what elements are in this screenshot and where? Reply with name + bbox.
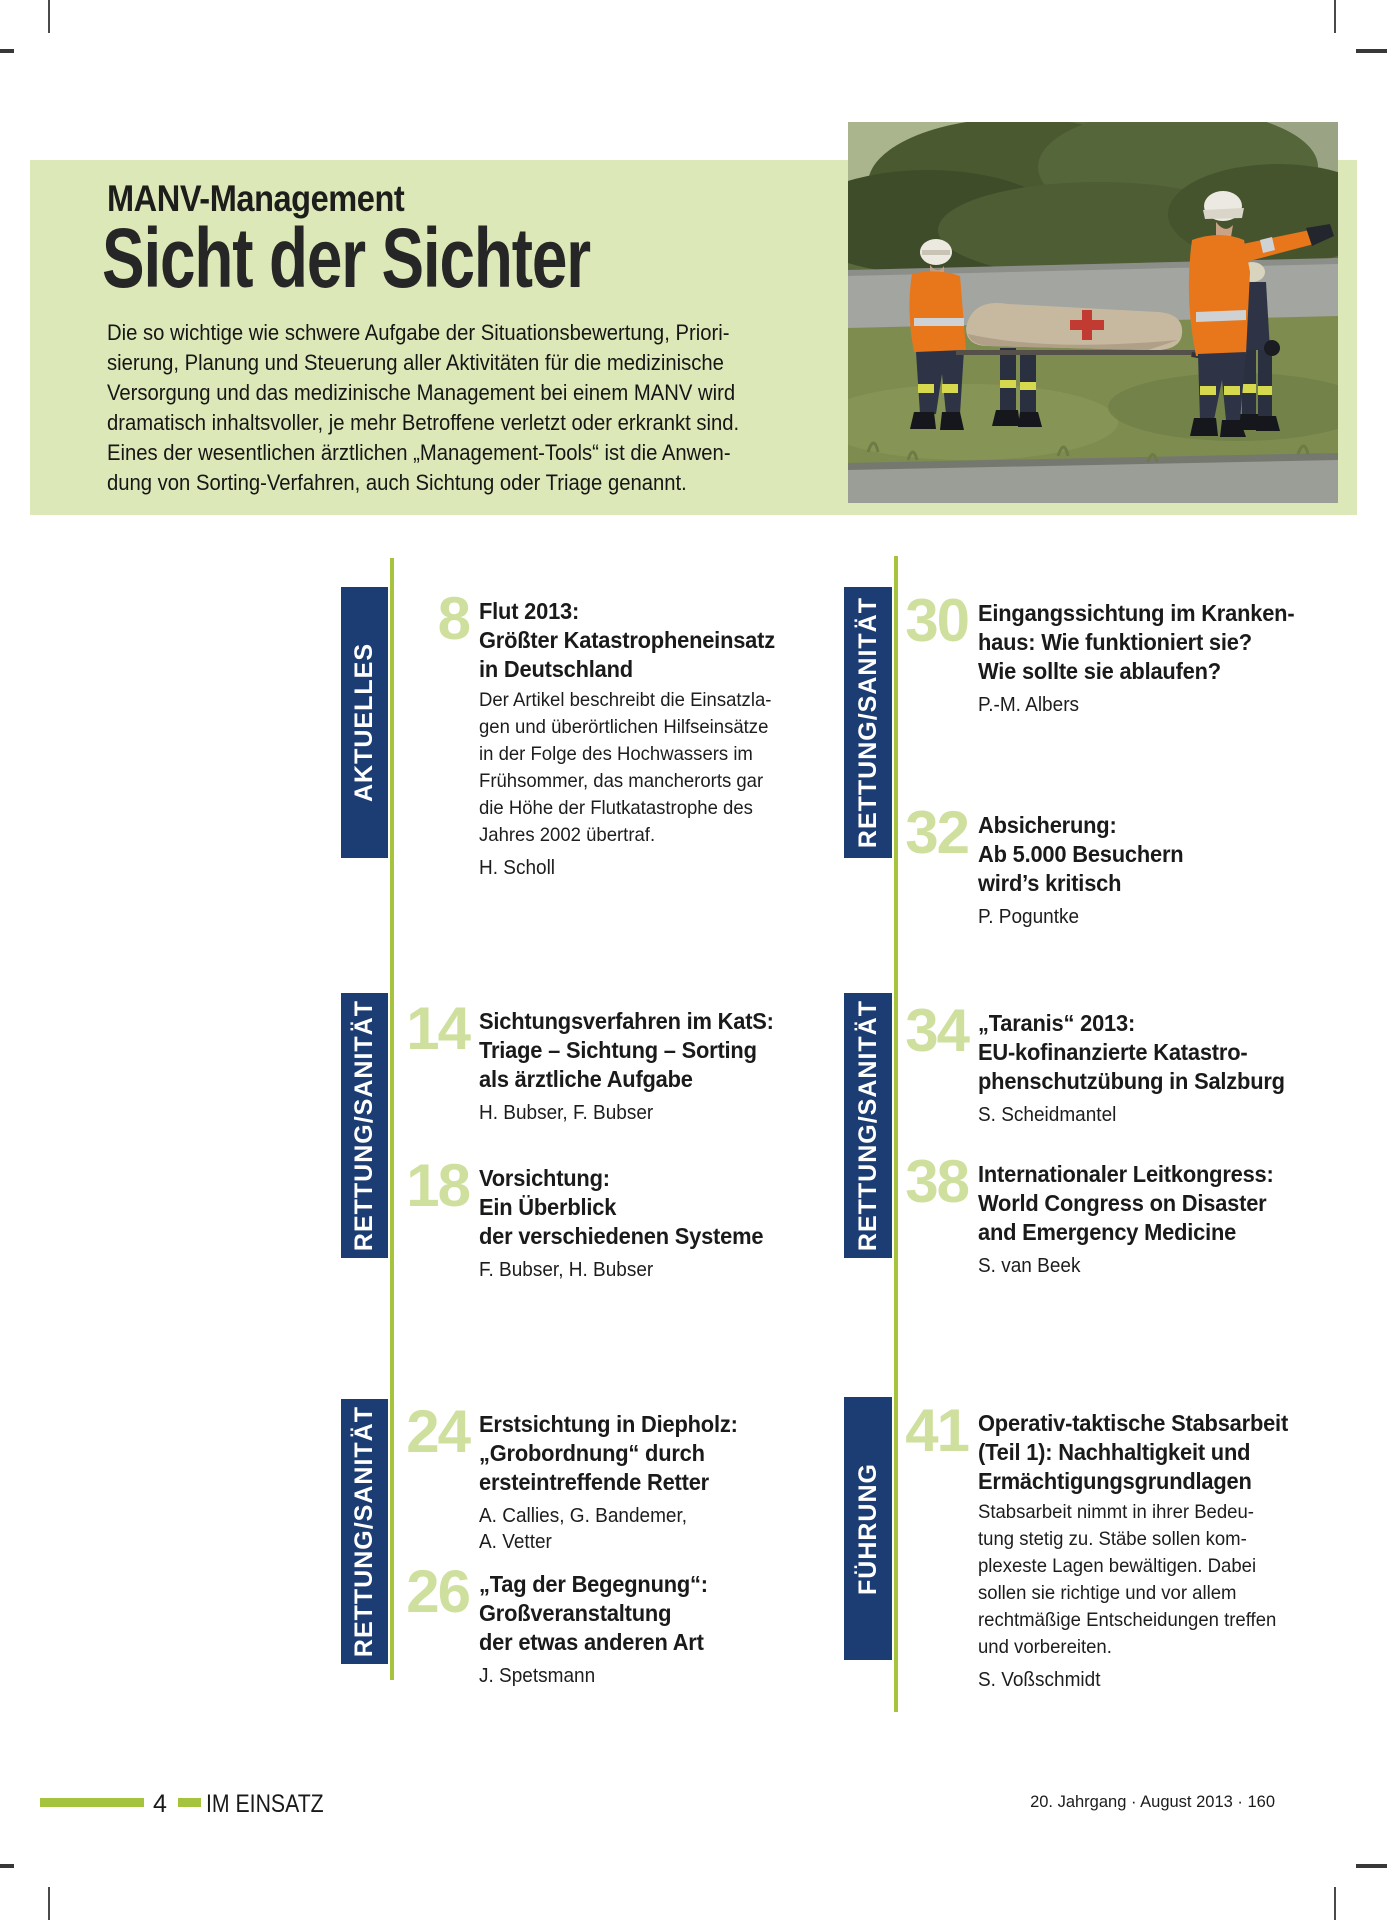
toc-page-number: 24 xyxy=(406,1398,469,1465)
intro-line: dramatisch inhaltsvoller, je mehr Betroffene verletzt oder erkrankt sind. xyxy=(107,410,740,435)
toc-author: A. Callies, G. Bandemer, xyxy=(479,1505,688,1527)
toc-author: P.-M. Albers xyxy=(978,694,1080,716)
toc-title-line: Größter Katastropheneinsatz xyxy=(479,627,775,653)
toc-title-line: ersteintreffende Retter xyxy=(479,1469,709,1495)
toc-title-line: als ärztliche Aufgabe xyxy=(479,1066,693,1092)
toc-author: P. Poguntke xyxy=(978,906,1080,928)
toc-desc-line: die Höhe der Flutkatastrophe des xyxy=(479,797,753,819)
toc-title-line: „Taranis“ 2013: xyxy=(978,1010,1136,1036)
toc-title-line: Wie sollte sie ablaufen? xyxy=(978,658,1221,684)
toc-page-number: 41 xyxy=(905,1397,968,1464)
footer-magazine-title: IM EINSATZ xyxy=(206,1790,324,1818)
toc-title-line: World Congress on Disaster xyxy=(978,1190,1267,1216)
toc-item[interactable] xyxy=(385,995,789,1126)
toc-title-line: „Tag der Begegnung“: xyxy=(479,1571,708,1597)
toc-author: S. van Beek xyxy=(978,1255,1081,1277)
footer-issue-info: 20. Jahrgang · August 2013 · 160 xyxy=(1030,1793,1275,1811)
section-bar-label: RETTUNG/SANITÄT xyxy=(350,999,378,1252)
toc-title-line: phenschutzübung in Salzburg xyxy=(978,1068,1285,1094)
toc-author: S. Scheidmantel xyxy=(978,1104,1117,1126)
footer-page-number: 4 xyxy=(153,1790,167,1818)
crop-mark xyxy=(1356,1864,1387,1868)
toc-title-line: and Emergency Medicine xyxy=(978,1219,1237,1245)
toc-title-line: Operativ-taktische Stabsarbeit xyxy=(978,1410,1289,1436)
toc-title-line: der etwas anderen Art xyxy=(479,1629,704,1655)
toc-page-number: 26 xyxy=(406,1558,469,1625)
toc-title-line: haus: Wie funktioniert sie? xyxy=(978,629,1252,655)
crop-mark xyxy=(1334,0,1336,33)
toc-desc-line: in der Folge des Hochwassers im xyxy=(479,743,753,765)
toc-title-line: der verschiedenen Systeme xyxy=(479,1223,764,1249)
toc-author: A. Vetter xyxy=(479,1531,552,1553)
crop-mark xyxy=(0,49,14,53)
crop-mark xyxy=(48,1887,50,1920)
toc-title-line: Ab 5.000 Besuchern xyxy=(978,841,1184,867)
footer-rule xyxy=(178,1798,201,1807)
section-bar-rettung-sanitaet xyxy=(341,993,388,1258)
crop-mark xyxy=(1356,49,1387,53)
intro-line: Die so wichtige wie schwere Aufgabe der Situationsbewertung, Priori- xyxy=(107,320,730,345)
toc-title-line: Eingangssichtung im Kranken- xyxy=(978,600,1295,626)
section-bar-label: RETTUNG/SANITÄT xyxy=(853,999,882,1252)
toc-page-number: 8 xyxy=(437,585,469,652)
toc-item[interactable] xyxy=(884,1148,1289,1279)
toc-item[interactable] xyxy=(385,1558,720,1689)
toc-desc-line: gen und überörtlichen Hilfseinsätze xyxy=(479,716,769,738)
toc-title-line: Triage – Sichtung – Sorting xyxy=(479,1037,757,1063)
section-bar-label: RETTUNG/SANITÄT xyxy=(350,1405,378,1658)
toc-desc-line: rechtmäßige Entscheidungen treffen xyxy=(978,1609,1277,1631)
toc-desc-line: Der Artikel beschreibt die Einsatzla- xyxy=(479,689,772,711)
toc-page-number: 30 xyxy=(905,587,968,654)
toc-author: H. Scholl xyxy=(479,857,556,879)
crop-mark xyxy=(48,0,50,33)
toc-title-line: Flut 2013: xyxy=(479,598,580,624)
toc-title-line: „Grobordnung“ durch xyxy=(479,1440,705,1466)
toc-item[interactable] xyxy=(385,585,791,881)
page-title: Sicht der Sichter xyxy=(102,211,590,305)
intro-line: Versorgung und das medizinische Management bei einem MANV wird xyxy=(107,380,736,405)
rescue-photo-illustration xyxy=(848,122,1338,503)
intro-line: Eines der wesentlichen ärztlichen „Management-Tools“ ist die Anwen- xyxy=(107,440,731,465)
toc-title-line: Internationaler Leitkongress: xyxy=(978,1161,1274,1187)
toc-title-line: Ein Überblick xyxy=(479,1194,617,1220)
toc-item[interactable] xyxy=(884,799,1194,930)
toc-item[interactable] xyxy=(884,1397,1304,1693)
toc-desc-line: Frühsommer, das mancherorts gar xyxy=(479,770,764,792)
section-bar-label: AKTUELLES xyxy=(350,643,378,802)
toc-item[interactable] xyxy=(884,587,1311,718)
toc-author: S. Voßschmidt xyxy=(978,1669,1101,1691)
toc-title-line: Erstsichtung in Diepholz: xyxy=(479,1411,738,1437)
intro-line: dung von Sorting-Verfahren, auch Sichtung oder Triage genannt. xyxy=(107,470,687,495)
toc-desc-line: plexeste Lagen bewältigen. Dabei xyxy=(978,1555,1257,1577)
toc-item[interactable] xyxy=(385,1152,778,1283)
toc-page-number: 32 xyxy=(905,799,968,866)
toc-title-line: Großveranstaltung xyxy=(479,1600,672,1626)
header-photo xyxy=(848,122,1338,503)
toc-page-number: 38 xyxy=(905,1148,968,1215)
toc-page-number: 34 xyxy=(905,997,968,1064)
toc-author: H. Bubser, F. Bubser xyxy=(479,1102,654,1124)
crop-mark xyxy=(0,1864,14,1868)
toc-desc-line: Stabsarbeit nimmt in ihrer Bedeu- xyxy=(978,1501,1254,1523)
article-kicker: MANV-Management xyxy=(107,178,405,219)
section-bar-rettung-sanitaet xyxy=(341,1399,388,1664)
toc-page-number: 14 xyxy=(406,995,469,1062)
toc-desc-line: sollen sie richtige und vor allem xyxy=(978,1582,1237,1604)
toc-author: F. Bubser, H. Bubser xyxy=(479,1259,654,1281)
section-bar-aktuelles xyxy=(341,587,388,858)
toc-item[interactable] xyxy=(385,1398,751,1555)
toc-title-line: Vorsichtung: xyxy=(479,1165,610,1191)
toc-title-line: wird’s kritisch xyxy=(978,870,1122,896)
toc-title-line: (Teil 1): Nachhaltigkeit und xyxy=(978,1439,1251,1465)
crop-mark xyxy=(1334,1887,1336,1920)
toc-title-line: Sichtungsverfahren im KatS: xyxy=(479,1008,774,1034)
toc-title-line: Ermächtigungsgrundlagen xyxy=(978,1468,1252,1494)
section-bar-label: FÜHRUNG xyxy=(853,1462,882,1595)
section-bar-label: RETTUNG/SANITÄT xyxy=(853,596,882,849)
toc-title-line: in Deutschland xyxy=(479,656,633,682)
footer-rule xyxy=(40,1798,144,1807)
toc-author: J. Spetsmann xyxy=(479,1665,596,1687)
toc-desc-line: tung stetig zu. Stäbe sollen kom- xyxy=(978,1528,1247,1550)
toc-desc-line: und vorbereiten. xyxy=(978,1636,1112,1658)
toc-desc-line: Jahres 2002 übertraf. xyxy=(479,824,656,846)
toc-item[interactable] xyxy=(884,997,1301,1128)
toc-title-line: Absicherung: xyxy=(978,812,1117,838)
toc-title-line: EU-kofinanzierte Katastro- xyxy=(978,1039,1248,1065)
toc-page-number: 18 xyxy=(406,1152,469,1219)
intro-line: sierung, Planung und Steuerung aller Aktivitäten für die medizinische xyxy=(107,350,724,375)
article-intro xyxy=(107,318,739,498)
